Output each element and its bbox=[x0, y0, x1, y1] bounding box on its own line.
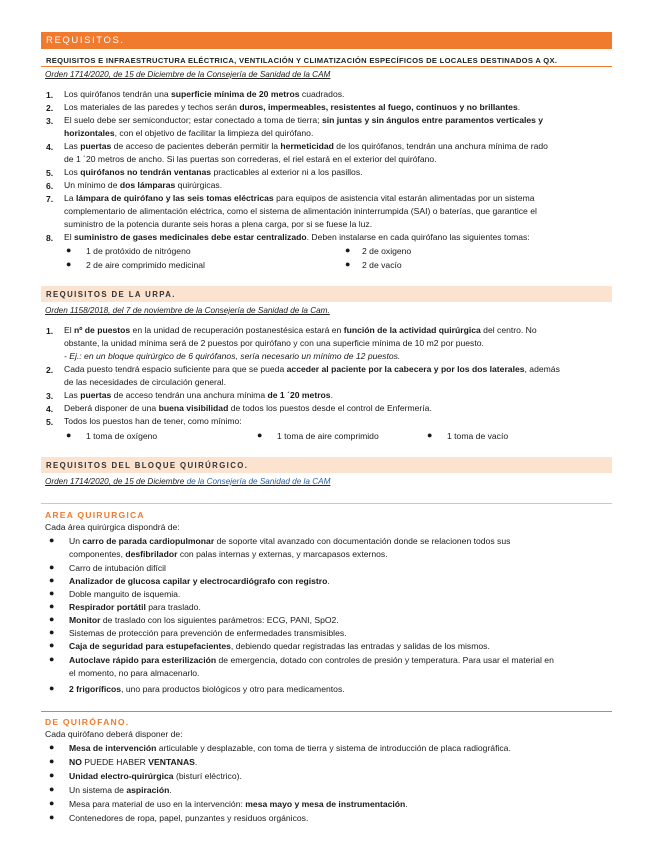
list-item: Doble manguito de isquemia. bbox=[69, 589, 181, 599]
example-note: - Ej.: en un bloque quirúrgico de 6 quirófanos, sería necesario un mínimo de 12 puestos. bbox=[64, 351, 401, 361]
item-number: 3. bbox=[46, 391, 54, 401]
bullet-icon: ● bbox=[49, 562, 55, 572]
list-item: Monitor de traslado con los siguientes parámetros: ECG, PANI, SpO2. bbox=[69, 615, 339, 625]
list-item-continuation: componentes, desfibrilador con palas internas y externas, y marcapasos externos. bbox=[69, 549, 388, 559]
list-item: Contenedores de ropa, papel, punzantes y residuos orgánicos. bbox=[69, 813, 309, 823]
bullet-icon: ● bbox=[427, 430, 433, 440]
bullet-icon: ● bbox=[49, 535, 55, 545]
list-item: Las puertas de acceso de pacientes deberán permitir la hermeticidad de los quirófanos, tendrán una anchura mínima de rado bbox=[64, 141, 548, 151]
bullet-icon: ● bbox=[66, 245, 72, 255]
list-item-continuation: complementario de alimentación eléctrica, como el sistema de alimentación ininterrumpida (SAI) o baterías, que garantice el bbox=[64, 206, 537, 216]
bullet-icon: ● bbox=[49, 575, 55, 585]
item-number: 2. bbox=[46, 103, 54, 113]
gas-outlet-item: 2 de aire comprimido medicinal bbox=[86, 260, 205, 270]
list-item-continuation: el momento, no para almacenarlo. bbox=[69, 668, 200, 678]
bullet-icon: ● bbox=[49, 812, 55, 822]
bullet-icon: ● bbox=[49, 627, 55, 637]
list-item-continuation: horizontales, con el objetivo de facilitar la limpieza del quirófano. bbox=[64, 128, 314, 138]
list-item: Los quirófanos no tendrán ventanas practicables al exterior ni a los pasillos. bbox=[64, 167, 363, 177]
list-item: Todos los puestos han de tener, como mínimo: bbox=[64, 416, 242, 426]
bullet-icon: ● bbox=[49, 770, 55, 780]
divider bbox=[41, 503, 612, 504]
list-item: NO PUEDE HABER VENTANAS. bbox=[69, 757, 198, 767]
list-item: La lámpara de quirófano y las seis tomas eléctricas para equipos de asistencia vital estarán alimentadas por un sistema bbox=[64, 193, 535, 203]
list-item: Mesa para material de uso en la intervención: mesa mayo y mesa de instrumentación. bbox=[69, 799, 408, 809]
gas-outlet-item: 2 de oxigeno bbox=[362, 246, 412, 256]
item-number: 1. bbox=[46, 326, 54, 336]
item-number: 1. bbox=[46, 90, 54, 100]
outlet-item: 1 toma de oxígeno bbox=[86, 431, 158, 441]
list-item: Caja de seguridad para estupefacientes, debiendo quedar registradas las entradas y salidas de los mismos. bbox=[69, 641, 490, 651]
urpa-section-band bbox=[41, 286, 612, 302]
bullet-icon: ● bbox=[345, 245, 351, 255]
list-item: Respirador portátil para traslado. bbox=[69, 602, 201, 612]
section-header-title: REQUISITOS. bbox=[46, 35, 125, 46]
list-item-continuation: de las necesidades de circulación general. bbox=[64, 377, 226, 387]
bullet-icon: ● bbox=[49, 640, 55, 650]
item-number: 4. bbox=[46, 142, 54, 152]
list-item: Las puertas de acceso tendrán una anchura mínima de 1 ´20 metros. bbox=[64, 390, 333, 400]
bullet-icon: ● bbox=[49, 798, 55, 808]
gas-outlet-item: 2 de vacío bbox=[362, 260, 402, 270]
item-number: 8. bbox=[46, 233, 54, 243]
bullet-icon: ● bbox=[49, 742, 55, 752]
list-item-continuation: de 1 ´20 metros de ancho. Si las puertas son correderas, el riel estará en el exterior del quirófano. bbox=[64, 154, 437, 164]
area-intro: Cada área quirúrgica dispondrá de: bbox=[45, 522, 180, 532]
list-item: Carro de intubación difícil bbox=[69, 563, 166, 573]
bullet-icon: ● bbox=[345, 259, 351, 269]
item-number: 5. bbox=[46, 168, 54, 178]
list-item: Mesa de intervención articulable y desplazable, con toma de tierra y sistema de introducción de placa radiográfica. bbox=[69, 743, 511, 753]
list-item: Deberá disponer de una buena visibilidad de todos los puestos desde el control de Enfermería. bbox=[64, 403, 432, 413]
item-number: 4. bbox=[46, 404, 54, 414]
list-item: 2 frigoríficos, uno para productos biológicos y otro para medicamentos. bbox=[69, 684, 345, 694]
bullet-icon: ● bbox=[257, 430, 263, 440]
item-number: 7. bbox=[46, 194, 54, 204]
bullet-icon: ● bbox=[49, 614, 55, 624]
reference-order-1714-link[interactable]: Orden 1714/2020, de 15 de Diciembre de la Consejería de Sanidad de la CAM bbox=[45, 477, 331, 486]
bullet-icon: ● bbox=[49, 588, 55, 598]
divider bbox=[41, 711, 612, 712]
list-item: Los materiales de las paredes y techos serán duros, impermeables, resistentes al fuego, continuos y no brillantes. bbox=[64, 102, 521, 112]
list-item: El nº de puestos en la unidad de recuperación postanestésica estará en función de la actividad quirúrgica del centro. No bbox=[64, 325, 537, 335]
list-item: El suministro de gases medicinales debe estar centralizado. Deben instalarse en cada quirófano las siguientes tomas: bbox=[64, 232, 530, 242]
bullet-icon: ● bbox=[66, 259, 72, 269]
item-number: 6. bbox=[46, 181, 54, 191]
section-header-bar bbox=[41, 32, 612, 49]
item-number: 3. bbox=[46, 116, 54, 126]
list-item: Un mínimo de dos lámparas quirúrgicas. bbox=[64, 180, 223, 190]
bullet-icon: ● bbox=[49, 756, 55, 766]
bullet-icon: ● bbox=[66, 430, 72, 440]
urpa-section-title: REQUISITOS DE LA URPA. bbox=[46, 290, 176, 299]
list-item: Unidad electro-quirúrgica (bisturí eléctrico). bbox=[69, 771, 242, 781]
gas-outlet-item: 1 de protóxido de nitrógeno bbox=[86, 246, 191, 256]
list-item: Sistemas de protección para prevención de enfermedades transmisibles. bbox=[69, 628, 347, 638]
list-item: El suelo debe ser semiconductor; estar conectado a toma de tierra; sin juntas y sin ángulos entre paramentos verticales y bbox=[64, 115, 544, 125]
reference-order-1714: Orden 1714/2020, de 15 de Diciembre de la Consejería de Sanidad de la CAM bbox=[45, 70, 331, 79]
item-number: 5. bbox=[46, 417, 54, 427]
quirofano-heading: DE QUIRÓFANO. bbox=[45, 717, 130, 727]
list-item: Un sistema de aspiración. bbox=[69, 785, 172, 795]
bullet-icon: ● bbox=[49, 683, 55, 693]
subtitle-heading: REQUISITOS E INFRAESTRUCTURA ELÉCTRICA, VENTILACIÓN Y CLIMATIZACIÓN ESPECÍFICOS DE LOCALES DESTINADOS A QX. bbox=[46, 56, 558, 65]
list-item: Cada puesto tendrá espacio suficiente para que se pueda acceder al paciente por la cabecera y por los dos laterales, además bbox=[64, 364, 560, 374]
reference-order-1158: Orden 1158/2018, del 7 de noviembre de la Consejería de Sanidad de la Cam. bbox=[45, 306, 330, 315]
bullet-icon: ● bbox=[49, 784, 55, 794]
list-item: Un carro de parada cardiopulmonar de soporte vital avanzado con documentación donde se relacionen todos sus bbox=[69, 536, 511, 546]
bloque-section-title: REQUISITOS DEL BLOQUE QUIRÚRGICO. bbox=[46, 461, 249, 470]
list-item-continuation: suministro de la potencia durante seis horas a plena carga, por si se fuese la luz. bbox=[64, 219, 373, 229]
list-item-continuation: obstante, la unidad mínima será de 2 puestos por quirófano y con una superficie mínima de 10 m2 por puesto. bbox=[64, 338, 484, 348]
divider bbox=[41, 66, 612, 67]
outlet-item: 1 toma de vacío bbox=[447, 431, 509, 441]
bullet-icon: ● bbox=[49, 601, 55, 611]
bloque-section-band bbox=[41, 457, 612, 473]
list-item: Analizador de glucosa capilar y electrocardiógrafo con registro. bbox=[69, 576, 330, 586]
area-quirurgica-heading: AREA QUIRURGICA bbox=[45, 510, 145, 520]
list-item: Los quirófanos tendrán una superficie mínima de 20 metros cuadrados. bbox=[64, 89, 345, 99]
list-item: Autoclave rápido para esterilización de emergencia, dotado con controles de presión y temperatura. Para usar el material en bbox=[69, 655, 554, 665]
outlet-item: 1 toma de aire comprimido bbox=[277, 431, 379, 441]
quirofano-intro: Cada quirófano deberá disponer de: bbox=[45, 729, 183, 739]
item-number: 2. bbox=[46, 365, 54, 375]
bullet-icon: ● bbox=[49, 654, 55, 664]
